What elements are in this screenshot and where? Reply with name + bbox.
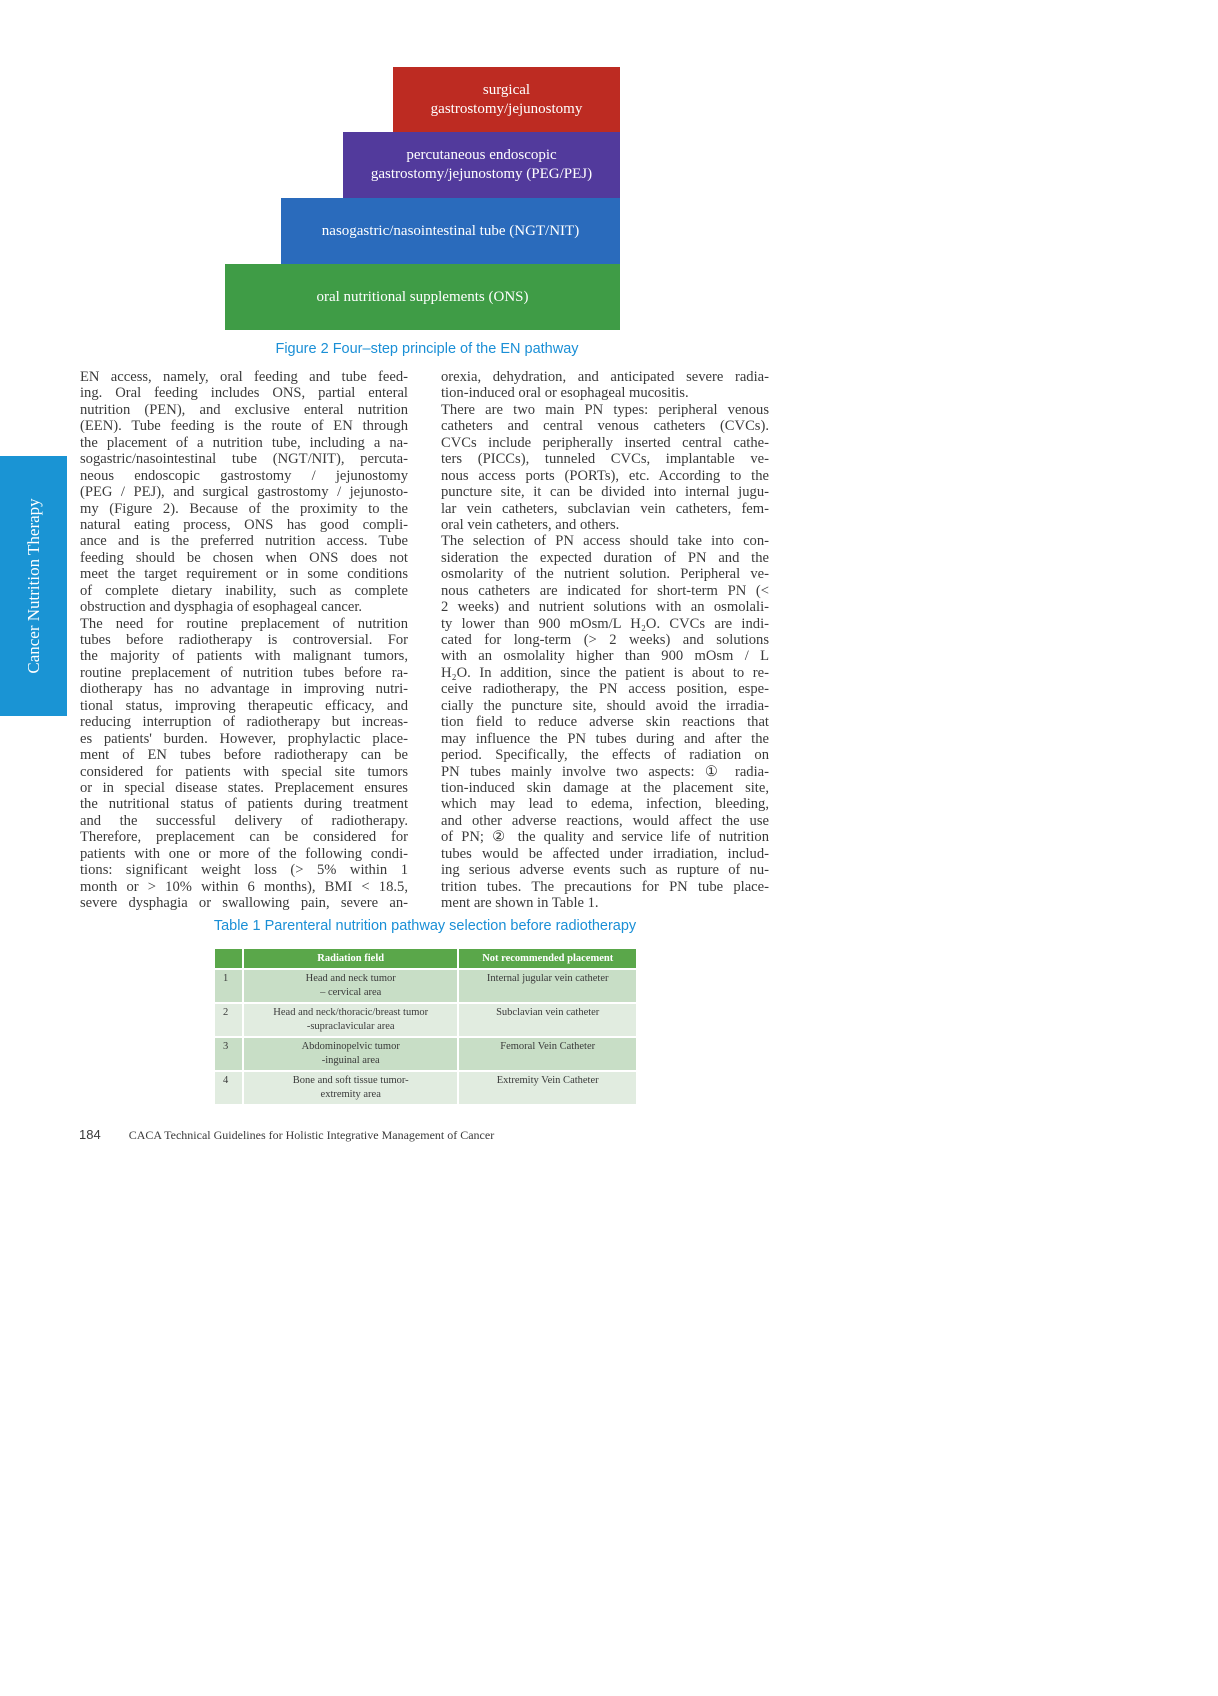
field-line: extremity area [320, 1089, 381, 1100]
text-line: of PN; ② the quality and service life of nutrition [441, 829, 769, 846]
text-line: There are two main PN types: peripheral venous [441, 401, 769, 418]
placement-cell: Femoral Vein Catheter [459, 1038, 636, 1070]
text-line: ceive radiotherapy, the PN access position, espe- [441, 681, 769, 698]
text-line: ty lower than 900 mOsm/L H₂O. CVCs are indi- [441, 615, 769, 632]
header-placement: Not recommended placement [459, 949, 636, 968]
text-line: tions: significant weight loss (> 5% within 1 [80, 862, 408, 879]
figure-caption: Figure 2 Four–step principle of the EN pathway [275, 341, 579, 357]
text-line: tubes before radiotherapy is controversial. For [80, 632, 408, 648]
text-line: (PEG / PEJ), and surgical gastrostomy / jejunosto- [80, 484, 408, 501]
table-header-row [215, 949, 636, 968]
text-line: cated for long-term (> 2 weeks) and solutions [441, 632, 769, 648]
text-line: CVCs include peripherally inserted central cathe- [441, 434, 769, 451]
row-index: 2 [215, 1004, 242, 1036]
text-line: or in special disease states. Preplacement ensures [80, 779, 408, 796]
field-line: Bone and soft tissue tumor- [292, 1075, 409, 1086]
text-line: patients with one or more of the following condi- [80, 845, 408, 862]
text-line: nutrition (PEN), and exclusive enteral nutrition [80, 401, 408, 418]
text-line: feeding should be chosen when ONS does not [80, 549, 408, 566]
text-line: catheters and central venous catheters (CVCs). [441, 418, 769, 435]
text-line: 2 weeks) and nutrient solutions with an osmolali- [441, 599, 769, 616]
text-line: tional status, improving therapeutic efficacy, and [80, 697, 408, 714]
radiation-field-cell [244, 1004, 457, 1036]
text-line: diotherapy has no advantage in improving nutri- [80, 681, 408, 698]
step-surgical-gastrostomy [393, 67, 620, 132]
field-line: Head and neck tumor [305, 973, 396, 984]
text-line: routine preplacement of nutrition tubes before ra- [80, 664, 408, 681]
text-line: tion-induced skin damage at the placement site, [441, 779, 769, 796]
step-label: oral nutritional supplements (ONS) [316, 288, 529, 305]
text-line: nous access ports (PORTs), etc. According to the [441, 467, 769, 484]
field-line: -inguinal area [321, 1055, 380, 1066]
step-label: percutaneous endoscopic [406, 147, 557, 163]
text-line: The selection of PN access should take into con- [441, 533, 769, 550]
text-line: cially the puncture site, should avoid the irradia- [441, 697, 769, 714]
text-line: Therefore, preplacement can be considered for [80, 829, 408, 846]
text-line: and the successful delivery of radiotherapy. [80, 812, 408, 829]
step-label: gastrostomy/jejunostomy [430, 100, 583, 117]
row-index: 3 [215, 1038, 242, 1070]
step-label: nasogastric/nasointestinal tube (NGT/NIT) [321, 222, 580, 239]
text-line: ing serious adverse events such as rupture of nu- [441, 862, 769, 879]
field-line: Head and neck/thoracic/breast tumor [273, 1007, 429, 1018]
text-line: ment of EN tubes before radiotherapy can be [80, 747, 408, 764]
radiation-field-cell [244, 1072, 457, 1104]
text-line: tion field to reduce adverse skin reactions that [441, 714, 769, 731]
text-line: sogastric/nasointestinal tube (NGT/NIT), percuta- [80, 451, 408, 468]
radiation-field-cell [244, 970, 457, 1002]
page-number: 184 [79, 1127, 101, 1142]
text-line: H₂O. In addition, since the patient is about to re- [441, 664, 769, 681]
text-line: tubes would be affected under irradiation, includ- [441, 845, 769, 862]
text-line: obstruction and dysphagia of esophageal cancer. [80, 599, 363, 616]
text-line: the majority of patients with malignant tumors, [80, 648, 408, 665]
step-label: gastrostomy/jejunostomy (PEG/PEJ) [370, 166, 593, 182]
text-line: with an osmolality higher than 900 mOsm / L [441, 648, 769, 665]
text-line: of complete dietary inability, such as complete [80, 582, 408, 599]
step-peg-pej [343, 132, 620, 198]
step-ngt-nit [281, 198, 620, 264]
body-column-right [441, 369, 769, 911]
text-line: ters (PICCs), tunneled CVCs, implantable ve- [441, 451, 769, 468]
placement-cell: Subclavian vein catheter [459, 1004, 636, 1036]
text-line: orexia, dehydration, and anticipated severe radia- [441, 369, 769, 385]
page-footer [79, 1127, 494, 1143]
side-tab-label: Cancer Nutrition Therapy [23, 498, 43, 674]
text-line: the nutritional status of patients during treatment [80, 796, 408, 813]
row-index: 4 [215, 1072, 242, 1104]
text-line: osmolarity of the nutrient solution. Peripheral ve- [441, 566, 769, 583]
row-index: 1 [215, 970, 242, 1002]
field-line: Abdominopelvic tumor [301, 1041, 400, 1052]
text-line: which may lead to edema, infection, bleeding, [441, 796, 769, 813]
field-line: – cervical area [320, 987, 382, 998]
step-ons [225, 264, 620, 330]
header-index [215, 949, 242, 968]
text-line: meet the target requirement or in some conditions [80, 566, 408, 583]
text-line: oral vein catheters, and others. [441, 516, 620, 533]
text-line: may influence the PN tubes during and after the [441, 730, 769, 747]
text-line: natural eating process, ONS has good compli- [80, 516, 408, 533]
text-line: EN access, namely, oral feeding and tube feed- [80, 369, 408, 385]
text-line: nous catheters are indicated for short-term PN (< [441, 582, 769, 599]
table-row [215, 970, 636, 1002]
placement-cell: Extremity Vein Catheter [459, 1072, 636, 1104]
text-line: lar vein catheters, subclavian vein catheters, fem- [441, 500, 769, 517]
text-line: sideration the expected duration of PN and the [441, 549, 769, 566]
text-line: reducing interruption of radiotherapy but increas- [80, 714, 408, 731]
step-label: surgical [482, 81, 531, 98]
text-line: es patients' burden. However, prophylactic place- [80, 730, 408, 747]
text-line: (EEN). Tube feeding is the route of EN through [80, 418, 408, 435]
text-line: The need for routine preplacement of nutrition [80, 615, 408, 632]
text-line: my (Figure 2). Because of the proximity to the [80, 500, 408, 517]
text-line: considered for patients with special site tumors [80, 763, 408, 780]
placement-cell: Internal jugular vein catheter [459, 970, 636, 1002]
running-title: CACA Technical Guidelines for Holistic Integrative Management of Cancer [128, 1128, 495, 1142]
text-line: the placement of a nutrition tube, including a na- [80, 434, 408, 451]
table-caption: Table 1 Parenteral nutrition pathway selection before radiotherapy [213, 918, 637, 934]
text-line: severe dysphagia or swallowing pain, severe an- [80, 895, 408, 911]
text-line: puncture site, it can be divided into internal jugu- [441, 484, 769, 501]
text-line: neous endoscopic gastrostomy / jejunostomy [80, 467, 408, 484]
radiation-field-cell [244, 1038, 457, 1070]
text-line: ing. Oral feeding includes ONS, partial enteral [80, 385, 408, 402]
text-line: trition tubes. The precautions for PN tube place- [441, 878, 769, 895]
pn-selection-table [213, 947, 638, 1106]
side-section-tab [0, 456, 67, 716]
field-line: -supraclavicular area [306, 1021, 395, 1032]
header-radiation-field: Radiation field [244, 949, 457, 968]
table-row [215, 1072, 636, 1104]
table-row [215, 1038, 636, 1070]
text-line: ance and is the preferred nutrition access. Tube [80, 533, 408, 550]
table-row [215, 1004, 636, 1036]
text-line: period. Specifically, the effects of radiation on [441, 747, 769, 764]
text-line: PN tubes mainly involve two aspects: ① radia- [441, 763, 769, 780]
text-line: tion-induced oral or esophageal mucositis. [441, 385, 689, 402]
text-line: month or > 10% within 6 months), BMI < 18.5, [80, 878, 408, 895]
text-line: ment are shown in Table 1. [441, 895, 599, 911]
text-line: and other adverse reactions, would affect the use [441, 812, 769, 829]
body-column-left [80, 369, 408, 911]
